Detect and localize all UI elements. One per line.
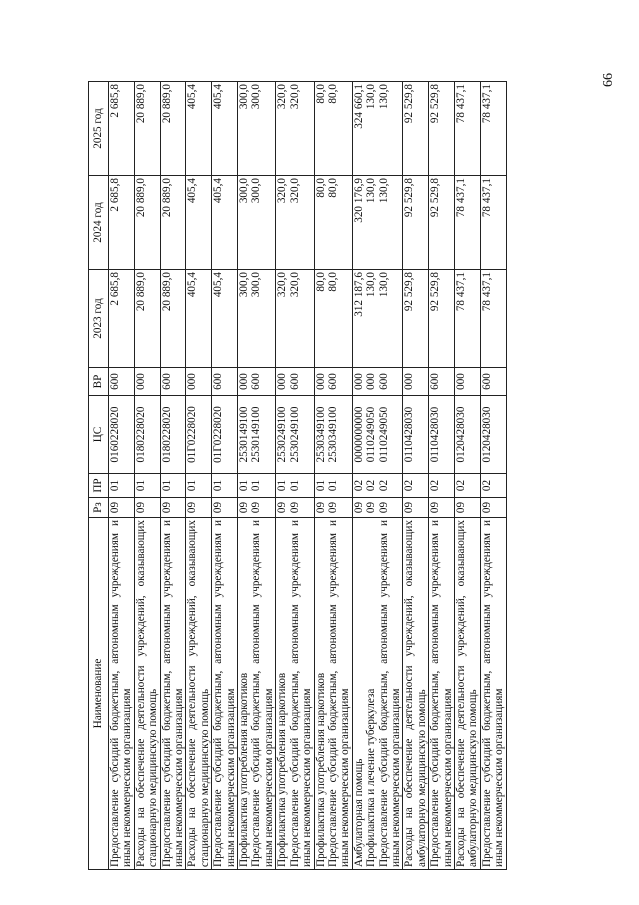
row-value-2023: 300,0 300,0 [238,270,276,368]
row-value-2024: 20 889,0 [160,176,186,270]
table-row [186,82,212,870]
row-vr: 600 [212,368,238,396]
row-cs: 0160228020 [109,396,135,474]
row-value-2023: 92 529,8 [429,270,455,368]
row-name: Предоставление субсидий бюджетным, автономным учреждениям и иным некоммерческим организациям [109,518,135,870]
row-cs: 2530249100 2530249100 [276,396,314,474]
row-rz: 09 [454,498,480,518]
table-row [109,82,135,870]
row-value-2024: 92 529,8 [429,176,455,270]
row-rz: 09 09 [314,498,352,518]
row-vr: 600 [109,368,135,396]
table-row [276,82,314,870]
row-value-2024: 300,0 300,0 [238,176,276,270]
row-value-2025: 405,4 [212,82,238,176]
row-vr: 600 [160,368,186,396]
row-vr: 000 000 600 [352,368,403,396]
row-cs: 0000000000 0110249050 0110249050 [352,396,403,474]
row-cs: 0110428030 [429,396,455,474]
table-body [109,82,507,870]
table-row [160,82,186,870]
row-value-2024: 78 437,1 [454,176,480,270]
table-row [429,82,455,870]
table-row [238,82,276,870]
col-header-2025: 2025 год [89,82,109,176]
row-name: Предоставление субсидий бюджетным, автономным учреждениям и иным некоммерческим организациям [160,518,186,870]
col-header-vr: ВР [89,368,109,396]
row-pr: 01 [134,474,160,498]
row-pr: 01 [186,474,212,498]
row-value-2025: 78 437,1 [480,82,506,176]
table-row [454,82,480,870]
row-cs: 0180228020 [134,396,160,474]
row-vr: 600 [480,368,506,396]
row-vr: 000 [134,368,160,396]
row-cs: 0120428030 [454,396,480,474]
page-number: 66 [601,73,616,87]
row-value-2024: 20 889,0 [134,176,160,270]
row-value-2025: 20 889,0 [160,82,186,176]
row-value-2024: 80,0 80,0 [314,176,352,270]
row-vr: 000 600 [238,368,276,396]
row-value-2023: 405,4 [186,270,212,368]
row-rz: 09 [212,498,238,518]
row-value-2023: 2 685,8 [109,270,135,368]
row-name: Предоставление субсидий бюджетным, автономным учреждениям и иным некоммерческим организациям [480,518,506,870]
row-cs: 0120428030 [480,396,506,474]
row-cs: 01Г0228020 [186,396,212,474]
row-cs: 2530349100 2530349100 [314,396,352,474]
row-rz: 09 [480,498,506,518]
row-name: Расходы на обеспечение деятельности учреждений, оказывающих стационарную медицинскую помощь [134,518,160,870]
row-value-2023: 80,0 80,0 [314,270,352,368]
row-value-2023: 20 889,0 [160,270,186,368]
col-header-pr: ПР [89,474,109,498]
row-pr: 01 [160,474,186,498]
row-name: Профилактика употребления наркотиков Предоставление субсидий бюджетным, автономным учреждениям и иным некоммерческим организациям [314,518,352,870]
row-value-2023: 92 529,8 [403,270,429,368]
row-cs: 0180228020 [160,396,186,474]
row-value-2024: 320,0 320,0 [276,176,314,270]
row-vr: 000 600 [314,368,352,396]
row-value-2025: 320,0 320,0 [276,82,314,176]
row-value-2025: 92 529,8 [429,82,455,176]
row-pr: 02 02 02 [352,474,403,498]
row-pr: 01 [109,474,135,498]
row-pr: 02 [480,474,506,498]
row-name: Амбулаторная помощь Профилактика и лечение туберкулеза Предоставление субсидий бюджетным, автономным учреждениям и иным некоммерческим организациям [352,518,403,870]
row-value-2023: 405,4 [212,270,238,368]
row-value-2025: 80,0 80,0 [314,82,352,176]
row-value-2023: 78 437,1 [454,270,480,368]
row-pr: 02 [403,474,429,498]
row-name: Профилактика употребления наркотиков Предоставление субсидий бюджетным, автономным учреждениям и иным некоммерческим организациям [238,518,276,870]
row-rz: 09 09 [276,498,314,518]
row-value-2024: 78 437,1 [480,176,506,270]
row-vr: 000 [454,368,480,396]
table-row [212,82,238,870]
row-rz: 09 [429,498,455,518]
col-header-2024: 2024 год [89,176,109,270]
budget-table [88,81,507,870]
row-value-2025: 78 437,1 [454,82,480,176]
row-value-2025: 405,4 [186,82,212,176]
row-vr: 000 [403,368,429,396]
col-header-2023: 2023 год [89,270,109,368]
row-vr: 600 [429,368,455,396]
row-rz: 09 [403,498,429,518]
row-value-2025: 300,0 300,0 [238,82,276,176]
table-row [314,82,352,870]
row-name: Предоставление субсидий бюджетным, автономным учреждениям и иным некоммерческим организациям [429,518,455,870]
col-header-cs: ЦС [89,396,109,474]
row-name: Расходы на обеспечение деятельности учреждений, оказывающих амбулаторную медицинскую помощь [454,518,480,870]
row-value-2025: 2 685,8 [109,82,135,176]
row-value-2023: 320,0 320,0 [276,270,314,368]
row-name: Расходы на обеспечение деятельности учреждений, оказывающих амбулаторную медицинскую помощь [403,518,429,870]
row-value-2025: 92 529,8 [403,82,429,176]
row-rz: 09 [109,498,135,518]
row-pr: 02 [429,474,455,498]
table-row [352,82,403,870]
table-header-row [89,82,109,870]
row-name: Предоставление субсидий бюджетным, автономным учреждениям и иным некоммерческим организациям [212,518,238,870]
row-pr: 01 01 [314,474,352,498]
row-cs: 0110428030 [403,396,429,474]
table-row [134,82,160,870]
row-cs: 2530149100 2530149100 [238,396,276,474]
row-vr: 000 600 [276,368,314,396]
row-value-2024: 2 685,8 [109,176,135,270]
row-pr: 01 01 [276,474,314,498]
row-name: Расходы на обеспечение деятельности учреждений, оказывающих стационарную медицинскую помощь [186,518,212,870]
col-header-name: Наименование [89,518,109,870]
row-rz: 09 09 [238,498,276,518]
row-value-2025: 20 889,0 [134,82,160,176]
row-value-2023: 312 187,6 130,0 130,0 [352,270,403,368]
row-value-2023: 20 889,0 [134,270,160,368]
row-rz: 09 09 09 [352,498,403,518]
row-value-2024: 405,4 [212,176,238,270]
row-value-2023: 78 437,1 [480,270,506,368]
row-pr: 01 [212,474,238,498]
row-value-2024: 92 529,8 [403,176,429,270]
row-rz: 09 [134,498,160,518]
row-rz: 09 [160,498,186,518]
table-row [403,82,429,870]
row-pr: 01 01 [238,474,276,498]
col-header-rz: Рз [89,498,109,518]
row-value-2024: 320 176,9 130,0 130,0 [352,176,403,270]
row-value-2024: 405,4 [186,176,212,270]
row-cs: 01Г0228020 [212,396,238,474]
row-vr: 000 [186,368,212,396]
row-rz: 09 [186,498,212,518]
row-name: Профилактика употребления наркотиков Предоставление субсидий бюджетным, автономным учреждениям и иным некоммерческим организациям [276,518,314,870]
row-value-2025: 324 660,1 130,0 130,0 [352,82,403,176]
row-pr: 02 [454,474,480,498]
table-row [480,82,506,870]
